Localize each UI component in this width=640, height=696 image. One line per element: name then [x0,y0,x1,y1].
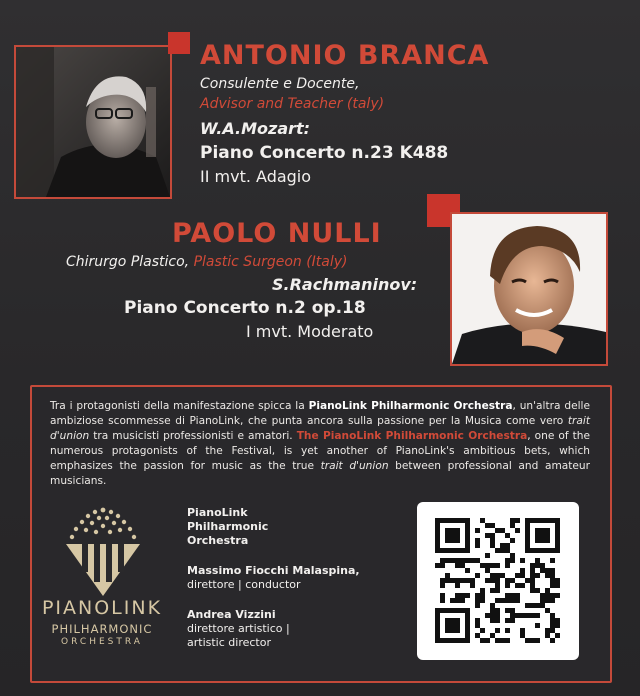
photo-paolo-nulli [450,212,608,366]
movement: II mvt. Adagio [200,167,312,186]
accent-square [168,32,190,54]
conductor-info: Massimo Fiocchi Malaspina, direttore | conductor [187,564,360,591]
orchestra-description: Tra i protagonisti della manifestazione spicca la PianoLink Philharmonic Orchestra, un'altra delle ambiziose scommesse di PianoLink, che punta ancora sulla passione per la Musica come vero trait d'union tra musicisti professionisti e amatori. The PianoLink Philharmonic Orchestra, one of the numerous protagonists of the Festival, is yet another of PianoLink's ambitious bets, which emphasizes the passion for music as the true trait d'union between professional and amateur musicians. [50,400,591,487]
composer: S.Rachmaninov: [272,275,418,294]
logo-text-orchestra: ORCHESTRA [61,637,143,647]
qr-code-icon [417,502,579,660]
composer: W.A.Mozart: [200,119,311,138]
work-title: Piano Concerto n.23 K488 [200,143,449,163]
artistic-director-info: Andrea Vizzini direttore artistico | artistic director [187,608,290,649]
qr-code[interactable] [417,502,579,660]
performer-role-en: Advisor and Teacher (taly) [200,96,385,112]
logo-text-pianolink: PIANOLINK [41,597,163,619]
movement: I mvt. Moderato [246,322,374,341]
photo-antonio-branca [14,45,172,199]
work-title: Piano Concerto n.2 op.18 [124,298,366,318]
performer-name: PAOLO NULLI [172,218,382,249]
logo-text-philharmonic: PHILHARMONIC [51,622,153,636]
performer-role: Chirurgo Plastico, Plastic Surgeon (Italy) [66,254,348,270]
orchestra-name: PianoLink Philharmonic Orchestra [187,506,269,547]
performer-role-it: Consulente e Docente, [200,76,360,92]
performer-name: ANTONIO BRANCA [200,40,490,71]
